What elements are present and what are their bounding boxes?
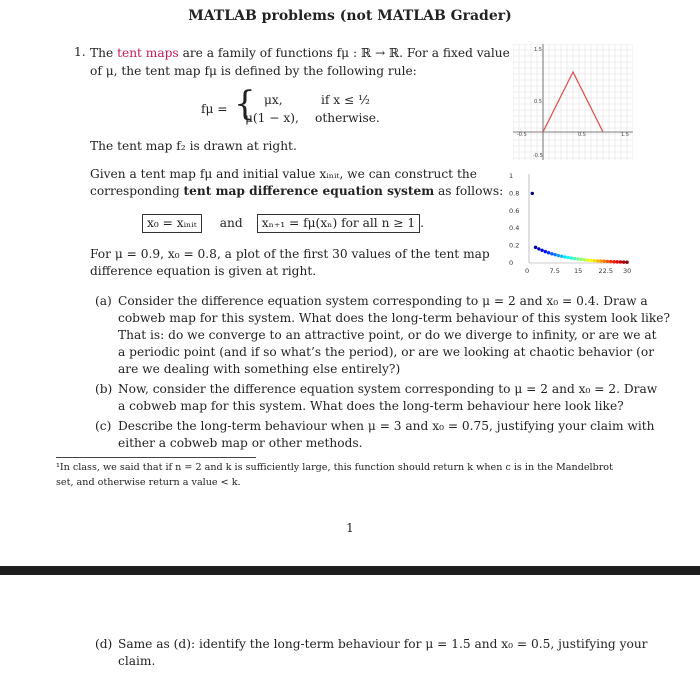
part-c-label: (c) [95, 419, 112, 433]
part-a-line: That is: do we converge to an attractive point, or do we diverge to infinity, or are we at [118, 328, 657, 342]
data-point [563, 255, 566, 258]
data-point [616, 260, 619, 263]
data-point [625, 261, 628, 264]
part-c-line: Describe the long-term behaviour when μ = 3 and x₀ = 0.75, justifying your claim with [118, 419, 655, 433]
data-point [547, 251, 550, 254]
data-point [570, 256, 573, 259]
y-tick-label: 0.2 [509, 241, 520, 250]
intro-line-1 [90, 45, 510, 62]
tent-y-tick: -0.5 [533, 153, 543, 159]
initial-condition-box: x₀ = xᵢₙᵢₜ [142, 214, 202, 233]
tent-x-tick: -0.5 [517, 132, 527, 138]
intro-line-2: of μ, the tent map fμ is defined by the following rule: [90, 64, 417, 78]
footnote-rule [56, 457, 256, 458]
system-line-2 [90, 183, 503, 200]
data-point [540, 249, 543, 252]
data-point [580, 258, 583, 261]
page-bottom [0, 575, 700, 675]
y-tick-label: 0.8 [509, 189, 520, 198]
part-d-line-2: claim. [118, 654, 156, 668]
case1-condition: if x ≤ ½ [321, 93, 370, 107]
equations-row [142, 214, 424, 233]
data-point [593, 259, 596, 262]
part-d-line-1: Same as (d): identify the long-term behaviour for μ = 1.5 and x₀ = 0.5, justifying your [118, 637, 648, 651]
part-a-line: cobweb map for this system. What does the long-term behaviour of this system look like? [118, 311, 671, 325]
data-point [531, 192, 534, 195]
data-point [576, 257, 579, 260]
intro-text: The [90, 46, 118, 60]
part-b-line: a cobweb map for this system. What does the long-term behaviour here look like? [118, 399, 624, 413]
x-tick-label: 15 [574, 267, 583, 275]
x-tick-label: 0 [525, 267, 530, 275]
tent-y-tick: 1.5 [534, 47, 542, 53]
data-point [567, 256, 570, 259]
part-b-line: Now, consider the difference equation system corresponding to μ = 2 and x₀ = 2. Draw [118, 382, 658, 396]
part-a-line: are we dealing with something else entirely?) [118, 362, 401, 376]
part-a-line: a periodic point (and if so what’s the period), or are we looking at chaotic behavior (or [118, 345, 655, 359]
recurrence-box: xₙ₊₁ = fμ(xₙ) for all n ≥ 1 [257, 214, 420, 233]
plot-desc-line-1: For μ = 0.9, x₀ = 0.8, a plot of the first 30 values of the tent map [90, 247, 490, 261]
and-text: and [219, 216, 243, 230]
part-b-label: (b) [95, 382, 113, 396]
page-number: 1 [346, 521, 354, 535]
data-point [534, 246, 537, 249]
data-point [537, 247, 540, 250]
y-tick-label: 1 [509, 172, 514, 180]
page-divider [0, 566, 700, 575]
tent-maps-link[interactable]: tent maps [117, 46, 179, 60]
data-point [553, 253, 556, 256]
system-line-1: Given a tent map fμ and initial value xᵢₙᵢₜ, we can construct the [90, 167, 477, 181]
data-point [612, 260, 615, 263]
data-point [560, 255, 563, 258]
intro-text: are a family of functions fμ : ℝ → ℝ. For a fixed value [178, 46, 510, 60]
x-tick-label: 7.5 [549, 267, 560, 275]
tent-x-tick: 0.5 [578, 132, 586, 138]
scatter-plot [505, 168, 635, 283]
part-c-line: either a cobweb map or other methods. [118, 436, 363, 450]
system-text: as follows: [434, 184, 504, 198]
footnote [56, 460, 641, 490]
y-tick-label: 0 [509, 259, 514, 267]
x-tick-label: 22.5 [598, 267, 613, 275]
data-point [602, 260, 605, 263]
part-a-line: Consider the difference equation system corresponding to μ = 2 and x₀ = 0.4. Draw a [118, 294, 648, 308]
data-point [573, 257, 576, 260]
footnote-line-2: set, and otherwise return a value < k. [56, 477, 241, 488]
data-point [619, 260, 622, 263]
tent-map-figure [513, 44, 633, 160]
tent-grid [513, 44, 633, 160]
data-point [609, 260, 612, 263]
tent-y-tick: 0.5 [534, 99, 542, 105]
system-text: corresponding [90, 184, 184, 198]
plot-desc-line-2: difference equation is given at right. [90, 264, 317, 278]
tent-x-tick: 1.5 [621, 132, 629, 138]
data-point [599, 259, 602, 262]
case2-condition: otherwise. [315, 111, 380, 125]
data-point [586, 258, 589, 261]
period-text: . [420, 216, 425, 230]
brace-icon: { [234, 84, 256, 124]
x-tick-label: 30 [623, 267, 632, 275]
part-d-label: (d) [95, 637, 113, 651]
scatter-ticks [509, 172, 631, 275]
page-title: MATLAB problems (not MATLAB Grader) [188, 8, 512, 24]
case2-expression: μ(1 − x), [245, 111, 299, 125]
f2-caption: The tent map f₂ is drawn at right. [90, 139, 297, 153]
data-point [583, 258, 586, 261]
data-point [622, 260, 625, 263]
data-point [596, 259, 599, 262]
problem-number: 1. [74, 45, 86, 59]
data-point [550, 252, 553, 255]
part-a-label: (a) [95, 294, 112, 308]
system-bold-term: tent map difference equation system [183, 184, 435, 198]
data-point [589, 259, 592, 262]
y-tick-label: 0.6 [509, 206, 520, 215]
piecewise-lhs: fμ = [201, 102, 228, 116]
y-tick-label: 0.4 [509, 224, 520, 233]
scatter-points [531, 192, 629, 264]
case1-expression: μx, [264, 93, 283, 107]
data-point [606, 260, 609, 263]
data-point [544, 250, 547, 253]
data-point [557, 254, 560, 257]
footnote-line-1: ¹In class, we said that if n = 2 and k is sufficiently large, this function should return k when c is in the Mandelbrot [56, 462, 613, 473]
